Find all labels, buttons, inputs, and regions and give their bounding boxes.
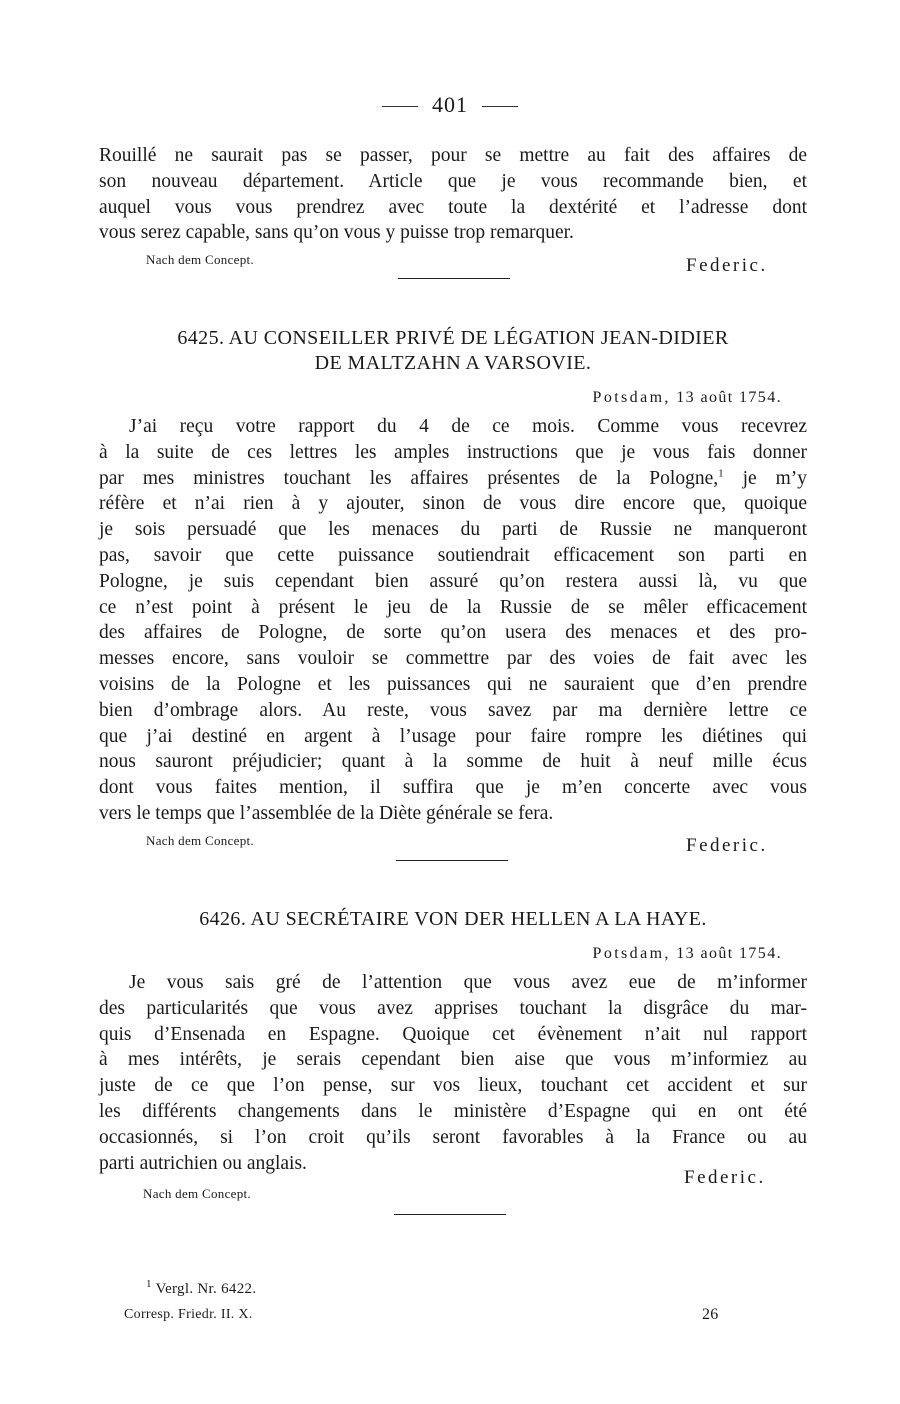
paragraph-line: messes encore, sans vouloir se commettre par des voies de fait avec les <box>99 648 807 670</box>
paragraph-line: pas, savoir que cette puissance soutiendrait efficacement son parti en <box>99 544 807 566</box>
paragraph-line: quis d’Ensenada en Espagne. Quoique cet évènement n’ait nul rapport <box>99 1023 807 1045</box>
dateline <box>593 389 782 407</box>
paragraph-line: bien d’ombrage alors. Au reste, vous savez par ma dernière lettre ce <box>99 699 807 721</box>
paragraph-line: que j’ai destiné en argent à l’usage pour faire rompre les diétines qui <box>99 725 807 747</box>
page-number: 401 <box>432 92 468 117</box>
footer-sheet-number: 26 <box>702 1306 719 1323</box>
paragraph-line: Pologne, je suis cependant bien assuré qu’on restera aussi là, vu que <box>99 570 807 592</box>
section-divider <box>396 860 508 861</box>
paragraph-line: Rouillé ne saurait pas se passer, pour se mettre au fait des affaires de <box>99 145 807 166</box>
line-text: je m’y <box>742 467 807 489</box>
footnote-marker: 1 <box>718 467 724 480</box>
continuation-paragraph <box>99 143 807 246</box>
paragraph-line <box>99 466 807 492</box>
paragraph-line: je sois persuadé que les menaces du parti de Russie ne manqueront <box>99 519 807 541</box>
paragraph-line: réfère et n’ai rien à y ajouter, sinon de vous dire encore que, quoique <box>99 493 807 515</box>
footnote <box>146 1278 257 1298</box>
signature: Federic. <box>686 835 768 856</box>
footnote-marker: 1 <box>146 1278 152 1290</box>
paragraph-line: à la suite de ces lettres les amples instructions que je vous fais donner <box>99 441 807 463</box>
dateline <box>593 945 782 963</box>
source-note: Nach dem Concept. <box>146 252 254 267</box>
paragraph-line: juste de ce que l’on pense, sur vos lieux, touchant cet accident et sur <box>99 1075 807 1097</box>
letter-heading: 6426. AU SECRÉTAIRE VON DER HELLEN A LA HAYE. <box>199 908 707 930</box>
paragraph-line: parti autrichien ou anglais. <box>99 1152 307 1174</box>
dateline-place: Potsdam, <box>592 389 671 406</box>
paragraph-line: les différents changements dans le ministère d’Espagne qui en ont été <box>99 1100 807 1122</box>
paragraph-line: à mes intérêts, je serais cependant bien aise que vous m’informiez au <box>99 1049 807 1071</box>
letter-heading-line: 6425. AU CONSEILLER PRIVÉ DE LÉGATION JEAN-DIDIER <box>177 327 729 349</box>
dateline-date: 13 août 1754. <box>676 389 782 406</box>
letter-heading-line: DE MALTZAHN A VARSOVIE. <box>314 352 592 374</box>
paragraph-line: des particularités que vous avez apprises touchant la disgrâce du mar- <box>99 997 807 1019</box>
footnote-text: Vergl. Nr. 6422. <box>155 1281 257 1297</box>
source-note: Nach dem Concept. <box>143 1186 251 1201</box>
letter-body <box>99 970 807 1176</box>
signature: Federic. <box>686 255 768 276</box>
header-dash-right <box>482 106 518 107</box>
dateline-place: Potsdam, <box>592 945 671 962</box>
paragraph-line: J’ai reçu votre rapport du 4 de ce mois. Comme vous recevrez <box>129 416 807 437</box>
paragraph-line: ce n’est point à présent le jeu de la Russie de se mêler efficacement <box>99 596 807 618</box>
source-note: Nach dem Concept. <box>146 833 254 848</box>
signature: Federic. <box>684 1167 766 1188</box>
letter-body <box>99 414 807 827</box>
paragraph-line: auquel vous vous prendrez avec toute la dextérité et l’adresse dont <box>99 196 807 218</box>
paragraph-line: vous serez capable, sans qu’on vous y puisse trop remarquer. <box>99 222 574 244</box>
paragraph-line: des affaires de Pologne, de sorte qu’on usera des menaces et des pro- <box>99 622 807 644</box>
paragraph-line: voisins de la Pologne et les puissances qui ne sauraient que d’en prendre <box>99 673 807 695</box>
paragraph-line: son nouveau département. Article que je vous recommande bien, et <box>99 170 807 192</box>
footer-publication: Corresp. Friedr. II. X. <box>124 1307 253 1322</box>
page-number-header <box>0 92 900 118</box>
paragraph-line: Je vous sais gré de l’attention que vous avez eue de m’informer <box>129 972 807 993</box>
paragraph-line: occasionnés, si l’on croit qu’ils seront favorables à la France ou au <box>99 1126 807 1148</box>
paragraph-line: nous sauront préjudicier; quant à la somme de huit à neuf mille écus <box>99 751 807 773</box>
line-text: par mes ministres touchant les affaires présentes de la Pologne, <box>99 467 719 489</box>
letter-heading <box>99 326 807 376</box>
header-dash-left <box>382 106 418 107</box>
paragraph-line: dont vous faites mention, il suffira que je m’en concerte avec vous <box>99 777 807 799</box>
section-divider <box>398 278 510 279</box>
section-divider <box>394 1214 506 1215</box>
paragraph-line: vers le temps que l’assemblée de la Diète générale se fera. <box>99 802 554 824</box>
dateline-date: 13 août 1754. <box>676 945 782 962</box>
